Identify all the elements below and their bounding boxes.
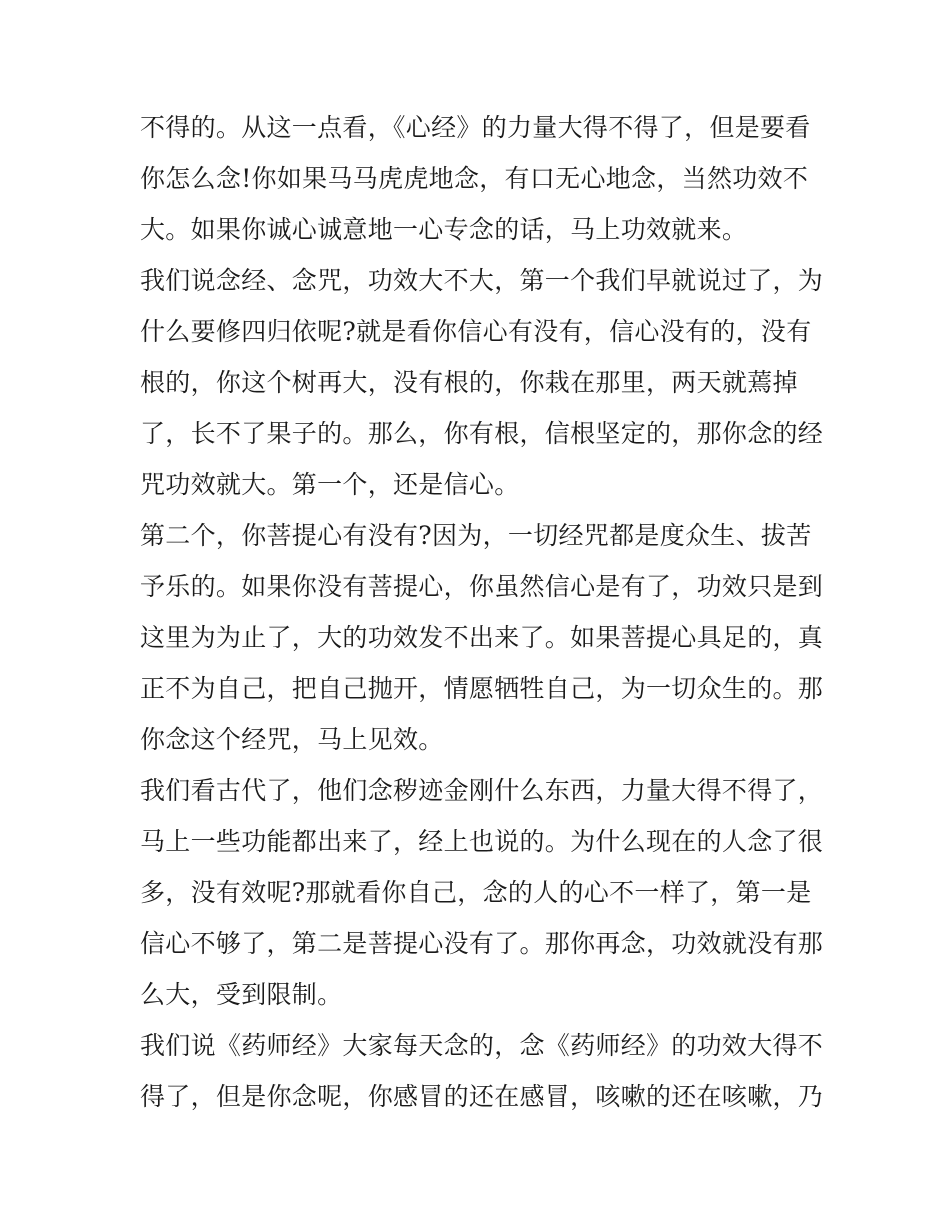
text-line: 大。如果你诚心诚意地一心专念的话，马上功效就来。	[140, 215, 748, 244]
body-text	[140, 102, 824, 1122]
text-line: 什么要修四归依呢?就是看你信心有没有，信心没有的，没有	[140, 317, 812, 346]
text-line: 我们说《药师经》大家每天念的，念《药师经》的功效大得不	[140, 1031, 824, 1060]
text-line: 马上一些功能都出来了，经上也说的。为什么现在的人念了很	[140, 827, 824, 856]
text-line: 我们看古代了，他们念秽迹金刚什么东西，力量大得不得了，	[140, 776, 824, 805]
text-line: 么大，受到限制。	[140, 980, 343, 1009]
text-line: 不得的。从这一点看，《心经》的力量大得不得了，但是要看	[140, 113, 811, 142]
text-line: 咒功效就大。第一个，还是信心。	[140, 470, 520, 499]
text-line: 得了，但是你念呢，你感冒的还在感冒，咳嗽的还在咳嗽，乃	[140, 1082, 824, 1111]
text-line: 第二个，你菩提心有没有?因为，一切经咒都是度众生、拔苦	[140, 521, 812, 550]
text-line: 你念这个经咒，马上见效。	[140, 725, 444, 754]
text-line: 信心不够了，第二是菩提心没有了。那你再念，功效就没有那	[140, 929, 824, 958]
text-line: 根的，你这个树再大，没有根的，你栽在那里，两天就蔫掉	[140, 368, 798, 397]
text-line: 了，长不了果子的。那么，你有根，信根坚定的，那你念的经	[140, 419, 824, 448]
text-line: 予乐的。如果你没有菩提心，你虽然信心是有了，功效只是到	[140, 572, 824, 601]
text-line: 多，没有效呢?那就看你自己，念的人的心不一样了，第一是	[140, 878, 812, 907]
text-line: 这里为为止了，大的功效发不出来了。如果菩提心具足的，真	[140, 623, 824, 652]
text-line: 正不为自己，把自己抛开，情愿牺牲自己，为一切众生的。那	[140, 674, 824, 703]
text-line: 你怎么念!你如果马马虎虎地念，有口无心地念，当然功效不	[140, 164, 809, 193]
text-line: 我们说念经、念咒，功效大不大，第一个我们早就说过了，为	[140, 266, 824, 295]
